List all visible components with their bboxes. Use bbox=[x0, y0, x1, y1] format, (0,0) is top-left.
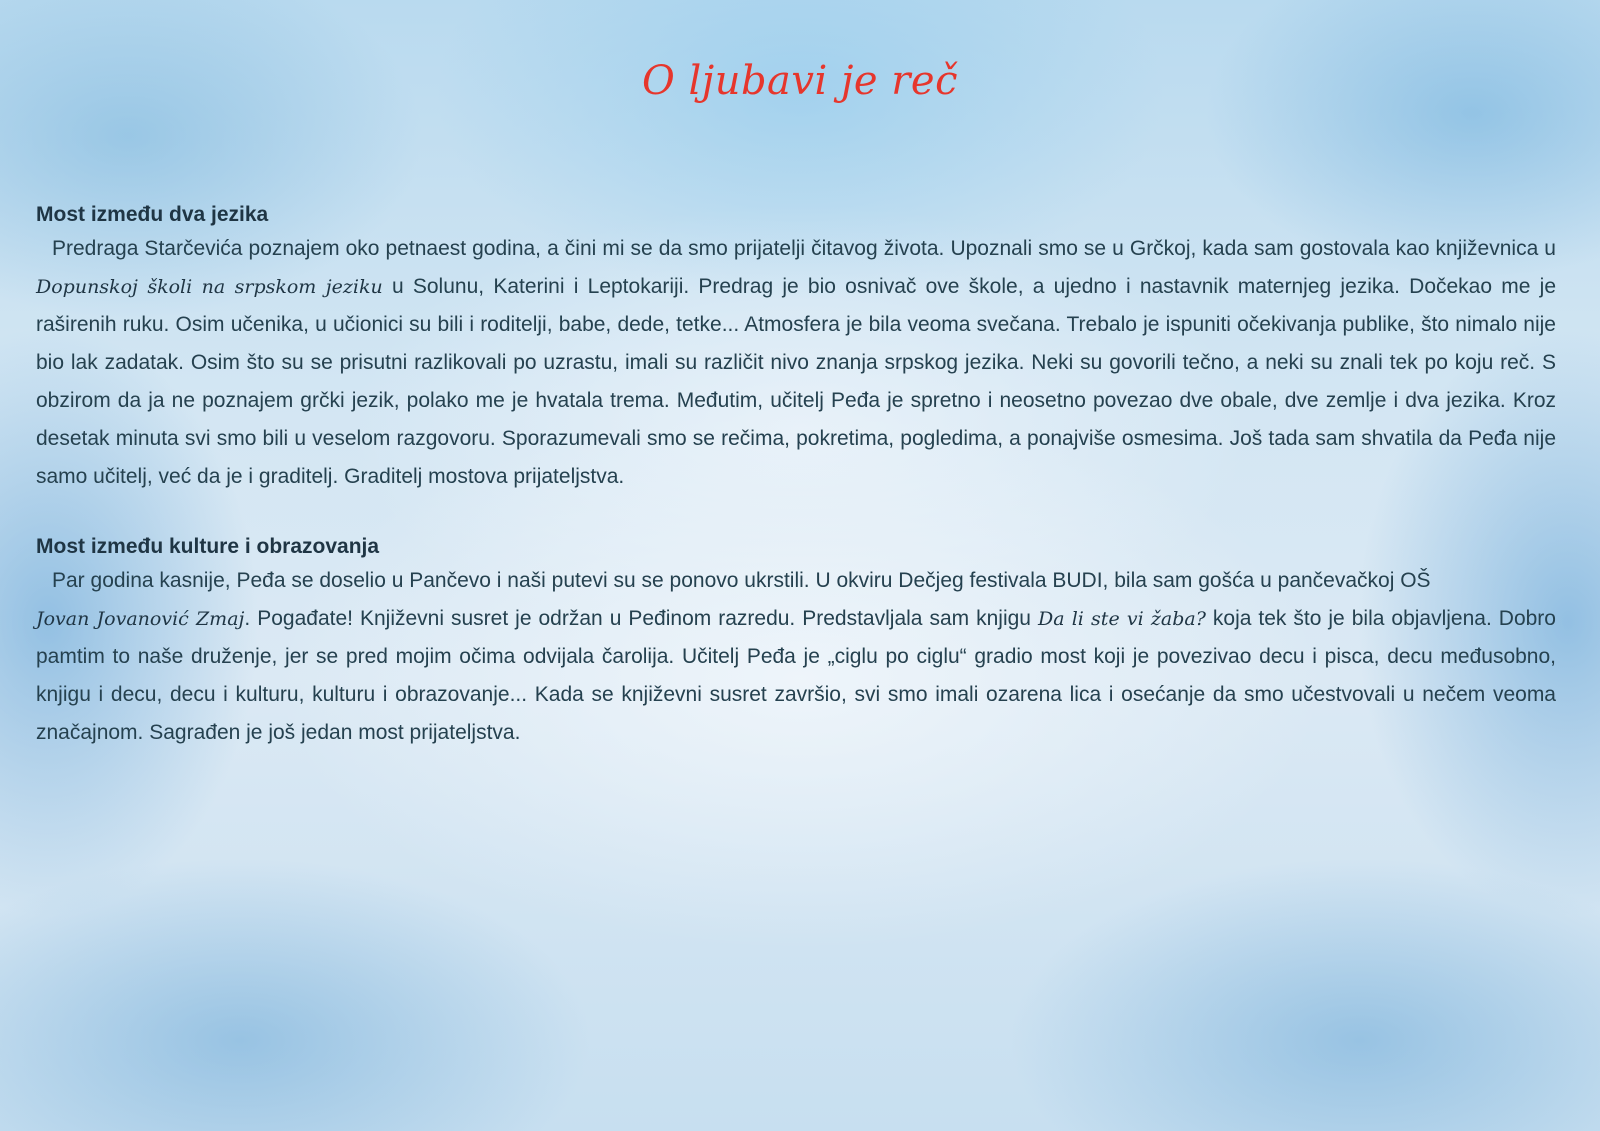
page-title: O ljubavi je reč bbox=[641, 58, 958, 104]
section-most-izmedju-dva-jezika bbox=[36, 200, 1556, 496]
section-heading: Most između kulture i obrazovanja bbox=[36, 535, 380, 558]
paragraph-text: Predraga Starčevića poznajem oko petnaest godina, a čini mi se da smo prijatelji čitavog života. Upoznali smo se u Grčkoj, kada sam gostovala kao književnica u bbox=[52, 237, 1556, 260]
section-heading: Most između dva jezika bbox=[36, 203, 269, 226]
article-body bbox=[36, 200, 1556, 752]
section-paragraph bbox=[36, 562, 1556, 752]
school-name-emphasis: Jovan Jovanović Zmaj bbox=[36, 608, 245, 630]
paragraph-text: Par godina kasnije, Peđa se doselio u Pančevo i naši putevi su se ponovo ukrstili. U okviru Dečjeg festivala BUDI, bila sam gošća u pančevačkoj OŠ bbox=[52, 569, 1431, 592]
section-most-izmedju-kulture-i-obrazovanja bbox=[36, 532, 1556, 752]
paragraph-text: koja tek što je bila objavljena. Dobro pamtim to naše druženje, jer se pred mojim očima odvijala čarolija. Učitelj Peđa je „ciglu po ciglu“ gradio most koji je povezivao decu i pisca, decu međusobno, knjigu i decu, decu i kulturu, kulturu i obrazovanje... Kada se književni susret završio, svi smo imali ozarena lica i osećanje da smo učestvovali u nečem veoma značajnom. Sagrađen je još jedan most prijateljstva. bbox=[36, 607, 1556, 744]
school-name-emphasis: Dopunskoj školi na srpskom jeziku bbox=[36, 276, 383, 298]
paragraph-text: . Pogađate! Književni susret je održan u Peđinom razredu. Predstavljala sam knjigu bbox=[244, 607, 1031, 630]
section-paragraph bbox=[36, 230, 1556, 496]
paragraph-text: u Solunu, Katerini i Leptokariji. Predrag je bio osnivač ove škole, a ujedno i nastavnik maternjeg jezika. Dočekao me je raširenih ruku. Osim učenika, u učionici su bili i roditelji, babe, dede, tetke... Atmosfera je bila veoma svečana. Trebalo je ispuniti očekivanja publike, što nimalo nije bio lak zadatak. Osim što su se prisutni razlikovali po uzrastu, imali su različit nivo znanja srpskog jezika. Neki su govorili tečno, a neki su znali tek po koju reč. S obzirom da ja ne poznajem grčki jezik, polako me je hvatala trema. Međutim, učitelj Peđa je spretno i neosetno povezao dve obale, dve zemlje i dva jezika. Kroz desetak minuta svi smo bili u veselom razgovoru. Sporazumevali smo se rečima, pokretima, pogledima, a ponajviše osmesima. Još tada sam shvatila da Peđa nije samo učitelj, već da je i graditelj. Graditelj mostova prijateljstva. bbox=[36, 275, 1556, 488]
book-title-emphasis: Da li ste vi žaba? bbox=[1037, 608, 1206, 630]
